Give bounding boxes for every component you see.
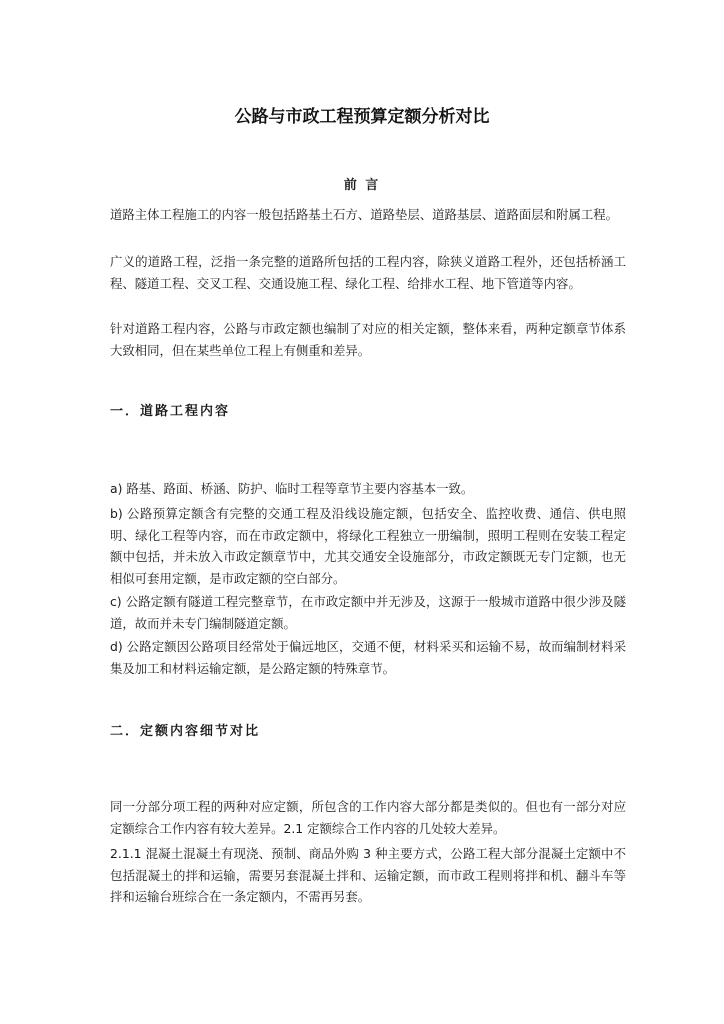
preface-paragraph-2: 广义的道路工程，泛指一条完整的道路所包括的工程内容，除狭义道路工程外，还包括桥涵工程、隧道工程、交叉工程、交通设施工程、绿化工程、给排水工程、地下管道等内容。 xyxy=(110,254,626,291)
section-1-paragraph-c: c) 公路定额有隧道工程完整章节，在市政定额中并无涉及，这源于一般城市道路中很少涉及隧道，故而并未专门编制隧道定额。 xyxy=(110,594,626,631)
section-1-paragraph-a: a) 路基、路面、桥涵、防护、临时工程等章节主要内容基本一致。 xyxy=(110,481,474,496)
section-2-paragraph-2: 2.1.1 混凝土混凝土有现浇、预制、商品外购 3 种主要方式，公路工程大部分混凝土定额中不包括混凝土的拌和运输，需要另套混凝土拌和、运输定额，而市政工程则将拌和机、翻斗车等拌和运输台班综合在一条定额内，不需再另套。 xyxy=(110,846,626,904)
preface-heading: 前 言 xyxy=(343,178,381,193)
document-title: 公路与市政工程预算定额分析对比 xyxy=(234,107,490,127)
section-1-paragraph-d: d) 公路定额因公路项目经常处于偏远地区，交通不便，材料采买和运输不易，故而编制材料采集及加工和材料运输定额，是公路定额的特殊章节。 xyxy=(110,639,626,676)
preface-paragraph-1: 道路主体工程施工的内容一般包括路基土石方、道路垫层、道路基层、道路面层和附属工程。 xyxy=(110,207,619,222)
preface-paragraph-3: 针对道路工程内容，公路与市政定额也编制了对应的相关定额，整体来看，两种定额章节体系大致相同，但在某些单位工程上有侧重和差异。 xyxy=(110,321,626,358)
section-2-heading: 二．定额内容细节对比 xyxy=(110,724,261,739)
section-2-paragraph-1: 同一分部分项工程的两种对应定额，所包含的工作内容大部分都是类似的。但也有一部分对应定额综合工作内容有较大差异。2.1 定额综合工作内容的几处较大差异。 xyxy=(110,799,626,836)
section-1-heading: 一．道路工程内容 xyxy=(110,404,231,419)
section-1-paragraph-b: b) 公路预算定额含有完整的交通工程及沿线设施定额，包括安全、监控收费、通信、供电照明、绿化工程等内容，而在市政定额中，将绿化工程独立一册编制，照明工程则在安装工程定额中包括，并未放入市政定额章节中，尤其交通安全设施部分，市政定额既无专门定额，也无相似可套用定额，是市政定额的空白部分。 xyxy=(110,506,626,586)
